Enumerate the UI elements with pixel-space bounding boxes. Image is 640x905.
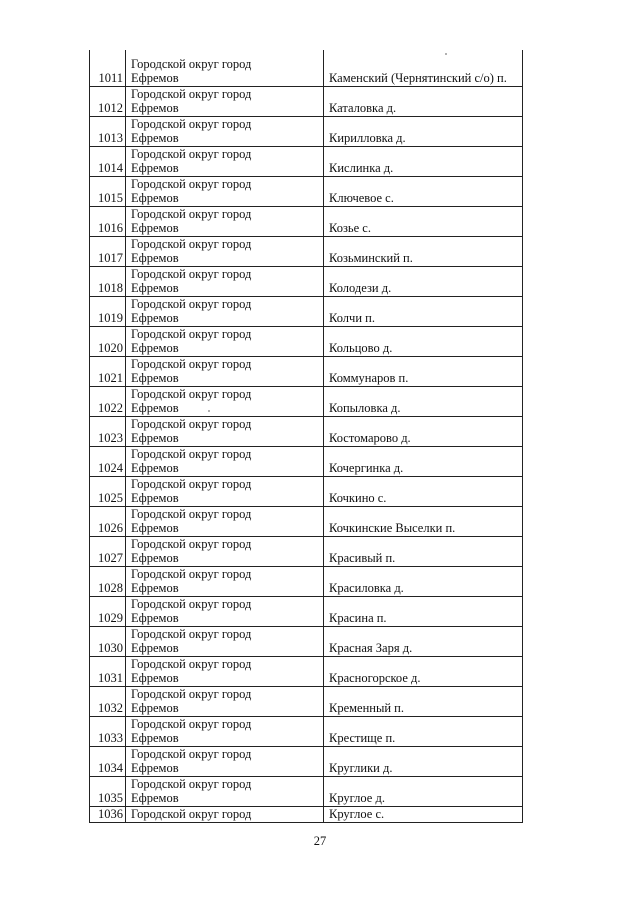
row-number-cell: 1011 xyxy=(90,50,126,86)
row-number-cell: 1021 xyxy=(90,356,126,386)
table-row xyxy=(90,536,523,566)
row-number-cell: 1023 xyxy=(90,416,126,446)
district-text: Городской округ город Ефремов xyxy=(131,566,252,595)
district-cell xyxy=(126,416,324,446)
district-cell xyxy=(126,176,324,206)
district-cell xyxy=(126,86,324,116)
district-text: Городской округ город xyxy=(131,806,252,821)
table-row xyxy=(90,656,523,686)
district-cell xyxy=(126,656,324,686)
table-row xyxy=(90,356,523,386)
row-number-cell: 1026 xyxy=(90,506,126,536)
table-row xyxy=(90,176,523,206)
district-text: Городской округ город Ефремов xyxy=(131,386,252,415)
scan-speck xyxy=(208,410,210,412)
district-text: Городской округ город Ефремов xyxy=(131,476,252,505)
district-text: Городской округ город Ефремов xyxy=(131,686,252,715)
row-number-cell: 1024 xyxy=(90,446,126,476)
district-cell xyxy=(126,596,324,626)
row-number-cell: 1028 xyxy=(90,566,126,596)
page-number: 27 xyxy=(313,834,327,848)
district-text: Городской округ город Ефремов xyxy=(131,506,252,535)
district-cell xyxy=(126,626,324,656)
scan-speck xyxy=(445,53,447,55)
district-text: Городской округ город Ефремов xyxy=(131,596,252,625)
district-cell xyxy=(126,356,324,386)
district-cell xyxy=(126,776,324,806)
settlement-cell: Каталовка д. xyxy=(324,86,523,116)
district-text: Городской округ город Ефремов xyxy=(131,146,252,175)
district-cell xyxy=(126,446,324,476)
district-text: Городской округ город Ефремов xyxy=(131,176,252,205)
settlement-cell: Колчи п. xyxy=(324,296,523,326)
settlement-cell: Козье с. xyxy=(324,206,523,236)
settlements-table xyxy=(89,50,523,823)
district-cell xyxy=(126,806,324,822)
row-number-cell: 1019 xyxy=(90,296,126,326)
settlement-cell: Кирилловка д. xyxy=(324,116,523,146)
district-text: Городской округ город Ефремов xyxy=(131,626,252,655)
row-number-cell: 1029 xyxy=(90,596,126,626)
district-cell xyxy=(126,566,324,596)
table-row xyxy=(90,566,523,596)
district-cell xyxy=(126,266,324,296)
settlements-table-body xyxy=(90,50,523,822)
row-number-cell: 1012 xyxy=(90,86,126,116)
settlement-cell: Кольцово д. xyxy=(324,326,523,356)
row-number-cell: 1013 xyxy=(90,116,126,146)
table-row xyxy=(90,686,523,716)
table-row xyxy=(90,236,523,266)
district-cell xyxy=(126,686,324,716)
row-number-cell: 1036 xyxy=(90,806,126,822)
district-text: Городской округ город Ефремов xyxy=(131,776,252,805)
district-cell xyxy=(126,50,324,86)
district-cell xyxy=(126,206,324,236)
district-text: Городской округ город Ефремов xyxy=(131,656,252,685)
table-row xyxy=(90,716,523,746)
district-cell xyxy=(126,326,324,356)
settlement-cell: Круглое д. xyxy=(324,776,523,806)
settlement-cell: Каменский (Чернятинский с/о) п. xyxy=(324,50,523,86)
table-row xyxy=(90,626,523,656)
settlement-cell: Крестище п. xyxy=(324,716,523,746)
row-number-cell: 1032 xyxy=(90,686,126,716)
settlement-cell: Круглики д. xyxy=(324,746,523,776)
district-text: Городской округ город Ефремов xyxy=(131,326,252,355)
table-row xyxy=(90,116,523,146)
district-cell xyxy=(126,116,324,146)
table-row xyxy=(90,296,523,326)
table-row xyxy=(90,206,523,236)
district-text: Городской округ город Ефремов xyxy=(131,86,252,115)
district-cell xyxy=(126,506,324,536)
settlement-cell: Красина п. xyxy=(324,596,523,626)
district-cell xyxy=(126,746,324,776)
table-row xyxy=(90,146,523,176)
settlement-cell: Красная Заря д. xyxy=(324,626,523,656)
settlement-cell: Красиловка д. xyxy=(324,566,523,596)
table-row xyxy=(90,416,523,446)
settlement-cell: Красивый п. xyxy=(324,536,523,566)
district-cell xyxy=(126,476,324,506)
district-text: Городской округ город Ефремов xyxy=(131,206,252,235)
settlement-cell: Колодези д. xyxy=(324,266,523,296)
table-row xyxy=(90,386,523,416)
table-row xyxy=(90,746,523,776)
row-number-cell: 1033 xyxy=(90,716,126,746)
table-row xyxy=(90,476,523,506)
table-row xyxy=(90,86,523,116)
table-row xyxy=(90,596,523,626)
table-row xyxy=(90,266,523,296)
settlement-cell: Круглое с. xyxy=(324,806,523,822)
district-text: Городской округ город Ефремов xyxy=(131,296,252,325)
settlement-cell: Костомарово д. xyxy=(324,416,523,446)
district-text: Городской округ город Ефремов xyxy=(131,716,252,745)
settlement-cell: Козьминский п. xyxy=(324,236,523,266)
district-text: Городской округ город Ефремов xyxy=(131,56,252,85)
row-number-cell: 1020 xyxy=(90,326,126,356)
settlement-cell: Ключевое с. xyxy=(324,176,523,206)
table-row xyxy=(90,806,523,822)
settlement-cell: Кочергинка д. xyxy=(324,446,523,476)
row-number-cell: 1018 xyxy=(90,266,126,296)
settlement-cell: Копыловка д. xyxy=(324,386,523,416)
row-number-cell: 1030 xyxy=(90,626,126,656)
district-text: Городской округ город Ефремов xyxy=(131,446,252,475)
row-number-cell: 1027 xyxy=(90,536,126,566)
settlement-cell: Кременный п. xyxy=(324,686,523,716)
settlement-cell: Кочкинские Выселки п. xyxy=(324,506,523,536)
row-number-cell: 1035 xyxy=(90,776,126,806)
row-number-cell: 1034 xyxy=(90,746,126,776)
row-number-cell: 1031 xyxy=(90,656,126,686)
district-cell xyxy=(126,146,324,176)
district-cell xyxy=(126,386,324,416)
row-number-cell: 1025 xyxy=(90,476,126,506)
table-row xyxy=(90,506,523,536)
table-row xyxy=(90,326,523,356)
district-text: Городской округ город Ефремов xyxy=(131,416,252,445)
district-cell xyxy=(126,536,324,566)
row-number-cell: 1015 xyxy=(90,176,126,206)
district-text: Городской округ город Ефремов xyxy=(131,536,252,565)
district-cell xyxy=(126,236,324,266)
district-cell xyxy=(126,296,324,326)
row-number-cell: 1017 xyxy=(90,236,126,266)
settlement-cell: Кочкино с. xyxy=(324,476,523,506)
district-text: Городской округ город Ефремов xyxy=(131,266,252,295)
district-cell xyxy=(126,716,324,746)
row-number-cell: 1014 xyxy=(90,146,126,176)
settlement-cell: Коммунаров п. xyxy=(324,356,523,386)
settlement-cell: Кислинка д. xyxy=(324,146,523,176)
district-text: Городской округ город Ефремов xyxy=(131,236,252,265)
table-row xyxy=(90,50,523,86)
row-number-cell: 1016 xyxy=(90,206,126,236)
row-number-cell: 1022 xyxy=(90,386,126,416)
district-text: Городской округ город Ефремов xyxy=(131,356,252,385)
table-row xyxy=(90,446,523,476)
table-row xyxy=(90,776,523,806)
settlement-cell: Красногорское д. xyxy=(324,656,523,686)
district-text: Городской округ город Ефремов xyxy=(131,116,252,145)
district-text: Городской округ город Ефремов xyxy=(131,746,252,775)
